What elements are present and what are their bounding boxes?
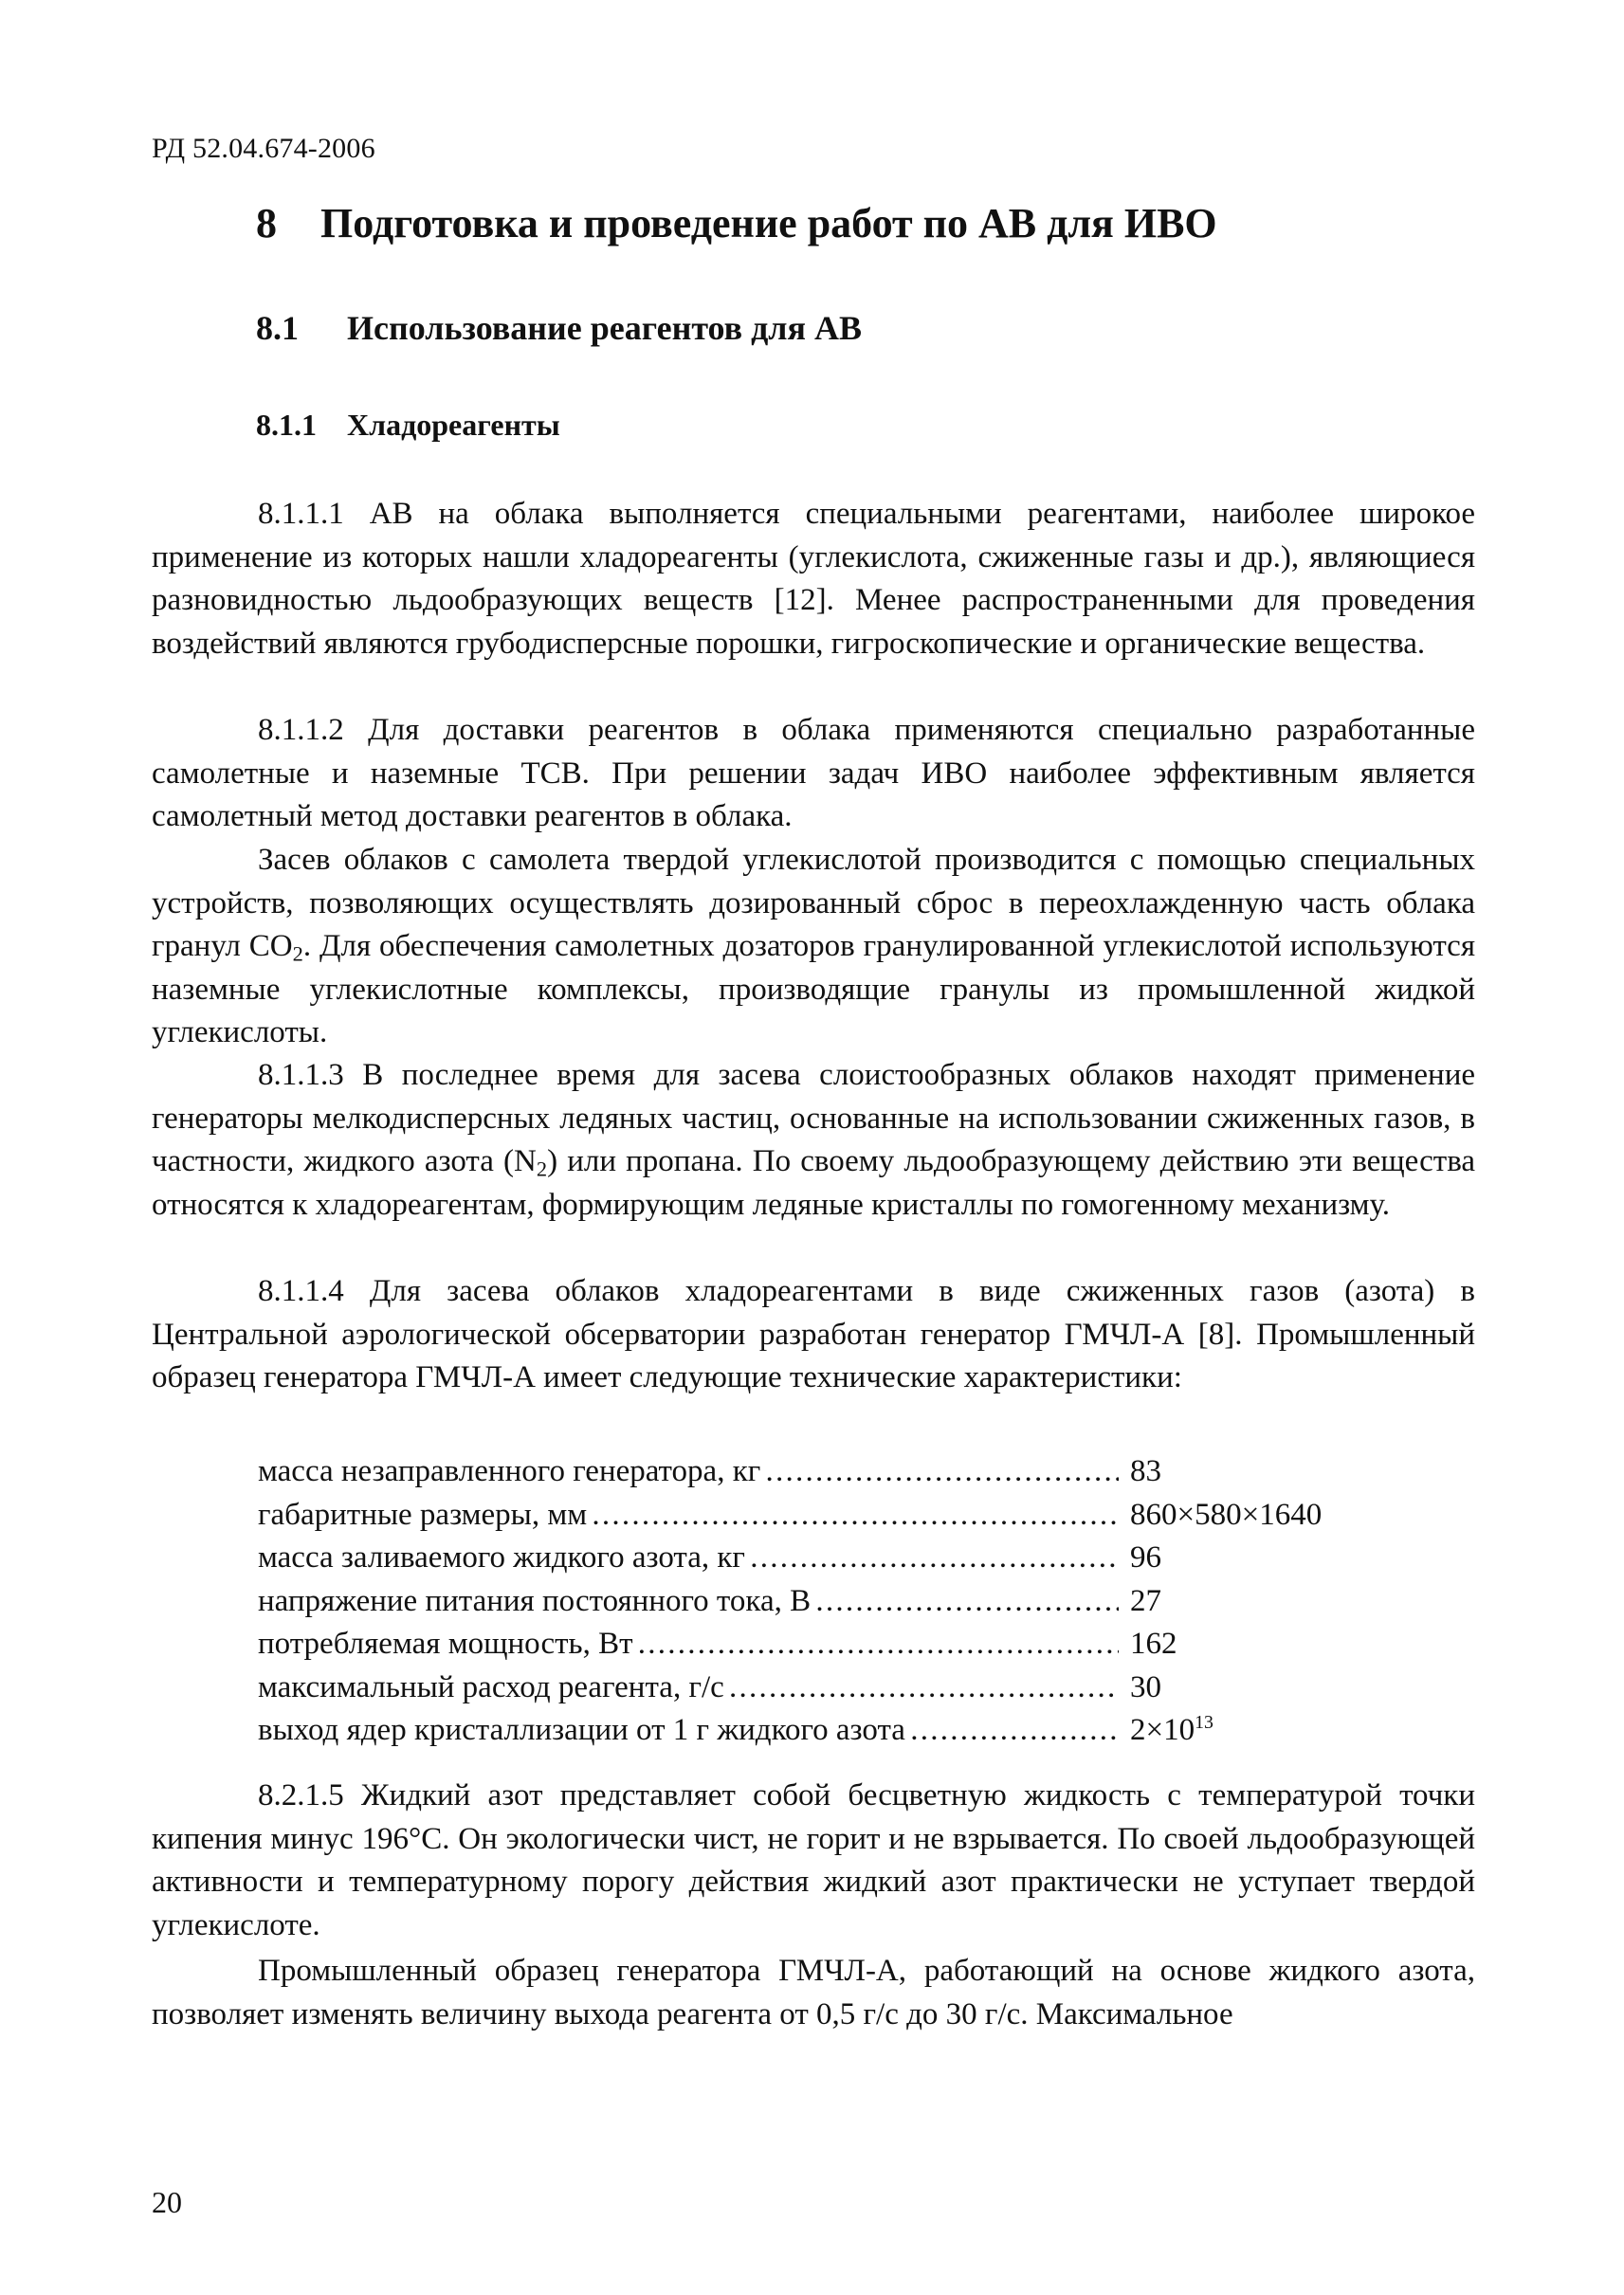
section-number: 8	[256, 200, 277, 246]
spec-list	[258, 1450, 1396, 1753]
spec-value: 83	[1130, 1454, 1161, 1488]
spec-label: масса незаправленного генератора, кг . . .	[258, 1450, 1119, 1494]
paragraph-8-2-1-5: 8.2.1.5 Жидкий азот представляет собой бесцветную жидкость с температурой точки кипения минус 196°С. Он экологически чист, не горит и не взрывается. По своей льдообразующей активности и температурному порогу действия жидкий азот практически не уступает твердой углекислоте.	[152, 1778, 1475, 1942]
paragraph-co2-seeding	[152, 839, 1475, 1055]
subsection-title: Использование реагентов для АВ	[347, 309, 862, 347]
co2-subscript: 2	[292, 941, 303, 966]
spec-value-base: 2×10	[1130, 1713, 1195, 1747]
page-number: 20	[152, 2185, 182, 2219]
spec-row	[258, 1580, 1396, 1624]
spec-row	[258, 1709, 1396, 1753]
paragraph-8-1-1-2: 8.1.1.2 Для доставки реагентов в облака применяются специально разработанные самолетные и наземные ТСВ. При решении задач ИВО наиболее эффективным является самолетный метод доставки реагентов в облака.	[152, 713, 1475, 833]
spec-label: масса заливаемого жидкого азота, кг . . .	[258, 1537, 1119, 1580]
section-title: Подготовка и проведение работ по АВ для ИВО	[320, 200, 1217, 246]
spec-row	[258, 1494, 1396, 1538]
paragraph-co2-text-b: . Для обеспечения самолетных дозаторов гранулированной углекислотой используются наземные углекислотные комплексы, производящие гранулы из промышленной жидкой углекислоты.	[152, 929, 1475, 1049]
paragraph-co2-text-a: Засев облаков с самолета твердой углекислотой производится с помощью специальных устройств, позволяющих осуществлять дозированный сброс в переохлажденную часть облака гранул СО	[152, 843, 1475, 963]
spec-value-exponent: 13	[1195, 1712, 1213, 1734]
n2-subscript: 2	[536, 1157, 548, 1181]
spec-value: 27	[1130, 1583, 1161, 1618]
spec-label: выход ядер кристаллизации от 1 г жидкого азота . . .	[258, 1709, 1119, 1753]
spec-value: 162	[1130, 1627, 1177, 1661]
spec-row	[258, 1450, 1396, 1494]
spec-value	[1119, 1709, 1213, 1753]
subsection-number: 8.1	[256, 309, 299, 347]
paragraph-8-1-1-4: 8.1.1.4 Для засева облаков хладореагентами в виде сжиженных газов (азота) в Центральной аэрологической обсерватории разработан генератор ГМЧЛ-А [8]. Промышленный образец генератора ГМЧЛ-А имеет следующие технические характеристики:	[152, 1274, 1475, 1394]
spec-label: максимальный расход реагента, г/с . . .	[258, 1667, 1119, 1710]
paragraph-8-1-1-3	[152, 1054, 1475, 1227]
document-code: РД 52.04.674-2006	[152, 133, 375, 164]
spec-value: 860×580×1640	[1130, 1497, 1323, 1532]
spec-row	[258, 1537, 1396, 1580]
paragraph-gmchl-output: Промышленный образец генератора ГМЧЛ-А, работающий на основе жидкого азота, позволяет изменять величину выхода реагента от 0,5 г/с до 30 г/с. Максимальное	[152, 1954, 1475, 2031]
spec-value: 96	[1130, 1540, 1161, 1575]
spec-value: 30	[1130, 1669, 1161, 1704]
spec-label: потребляемая мощность, Вт . . .	[258, 1623, 1119, 1667]
spec-row	[258, 1667, 1396, 1710]
spec-label: габаритные размеры, мм . . .	[258, 1494, 1119, 1538]
spec-row	[258, 1623, 1396, 1667]
paragraph-8-1-1-1: 8.1.1.1 АВ на облака выполняется специальными реагентами, наиболее широкое применение из которых нашли хладореагенты (углекислота, сжиженные газы и др.), являющиеся разновидностью льдообразующих веществ [12]. Менее распространенными для проведения воздействий являются грубодисперсные порошки, гигроскопические и органические вещества.	[152, 497, 1475, 661]
paragraph-n2-text-a: 8.1.1.3 В последнее время для засева слоистообразных облаков находят применение генераторы мелкодисперсных ледяных частиц, основанные на использовании сжиженных газов, в частности, жидкого азота (N	[152, 1058, 1475, 1178]
subsubsection-title: Хладореагенты	[347, 408, 560, 442]
subsubsection-number: 8.1.1	[256, 408, 317, 442]
spec-label: напряжение питания постоянного тока, В . . .	[258, 1580, 1119, 1624]
paragraph-n2-text-b: ) или пропана. По своему льдообразующему действию эти вещества относятся к хладореагентам, формирующим ледяные кристаллы по гомогенному механизму.	[152, 1144, 1475, 1222]
